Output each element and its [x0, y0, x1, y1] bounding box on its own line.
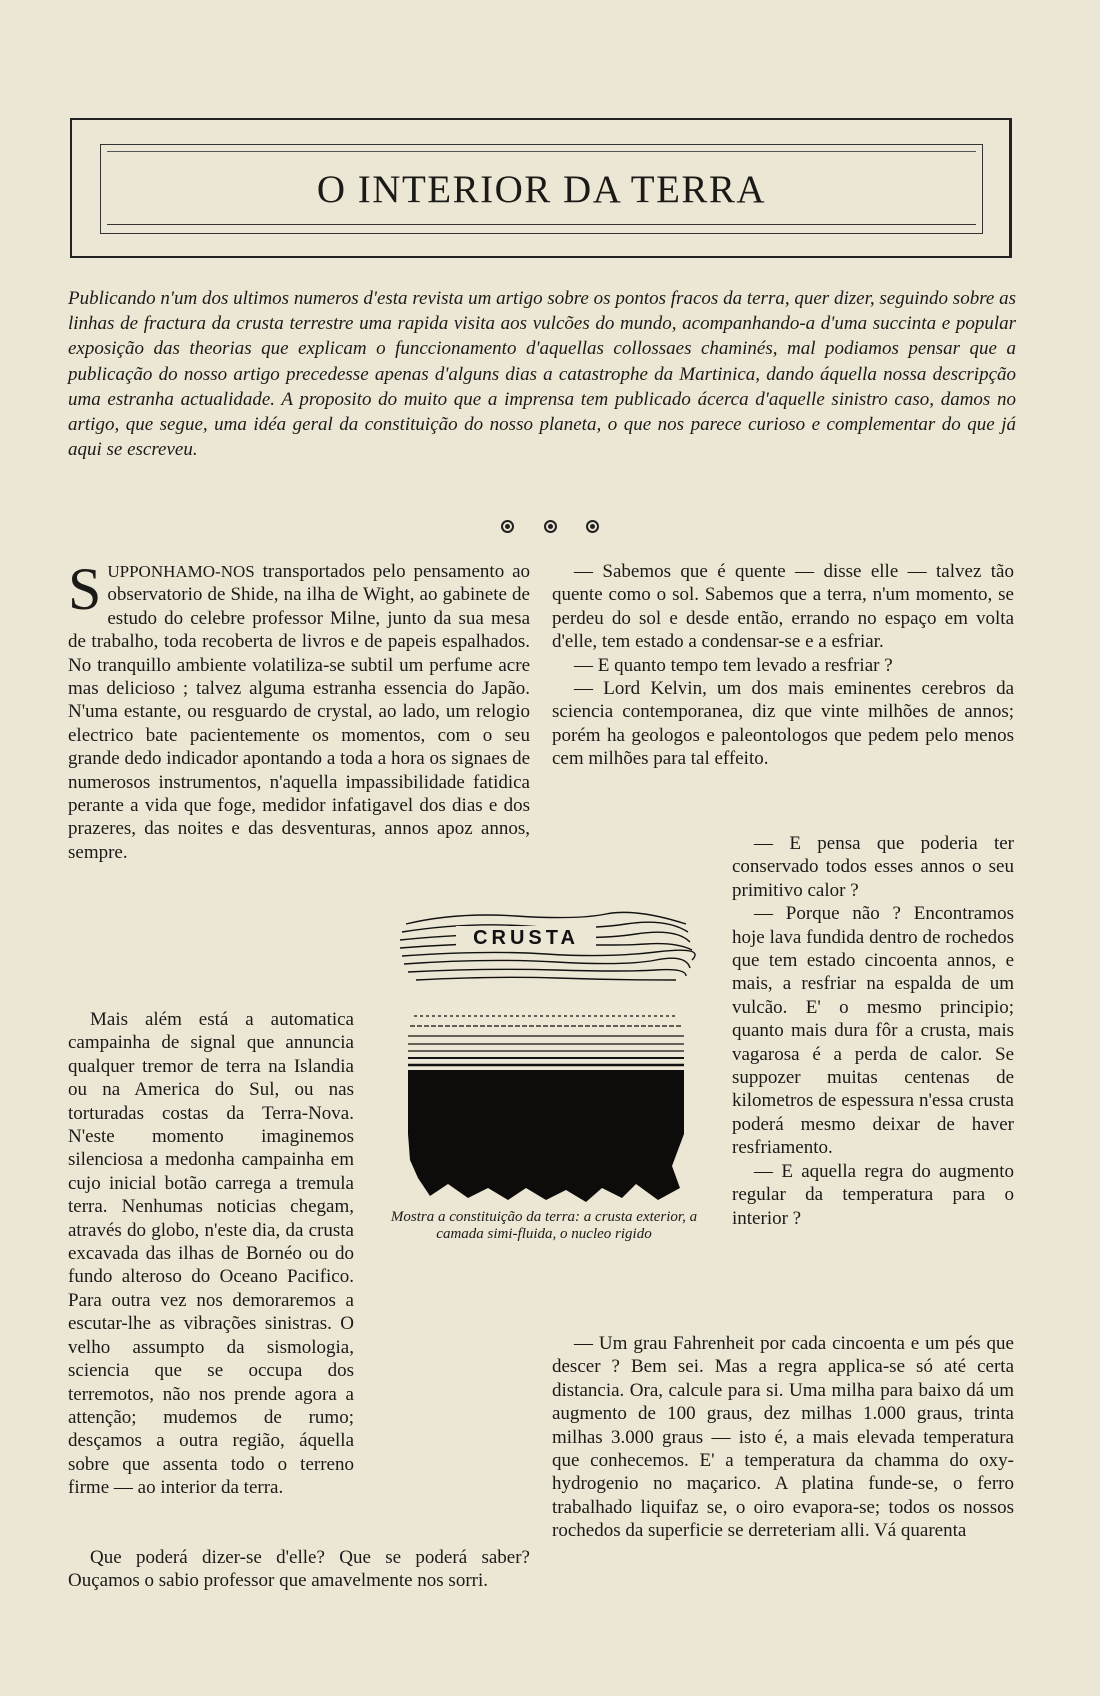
drop-cap: S: [68, 556, 102, 622]
left-column: [68, 556, 530, 864]
right-column: [552, 560, 1014, 771]
right-paragraph-2: — E quanto tempo tem levado a resfriar ?: [574, 654, 893, 676]
ornament-icon: [586, 520, 599, 533]
left-paragraph-1: [68, 556, 530, 864]
left-column-narrow: [68, 1008, 354, 1500]
left-paragraph-2: Mais além está a automatica campainha de signal que annuncia qualquer tremor de terra na Islandia ou na America do Sul, ou nas torturadas costas da Terra-Nova. N'este momento imaginemos silenciosa a medonha campainha em cujo inicial botão carrega a tremula terra. Nenhumas noticias chegam, através do globo, n'este dia, da crusta excavada das ilhas de Bornéo ou do fundo alteroso do Oceano Pacifico. Para outra vez nos demoraremos a escutar-lhe as vibrações sinistras. O velho assumpto da sismologia, sciencia que se occupa dos terremotos, não nos prende agora a attenção; mudemos de rumo; desçamos a outra região, áquella sobre que assenta todo o terreno firme — ao interior da terra.: [68, 1009, 354, 1499]
title-inner-frame: [100, 144, 983, 234]
right-paragraph-7: — Um grau Fahrenheit por cada cincoenta e um pés que descer ? Bem sei. Mas a regra applica-se só até certa distancia. Ora, calcule para si. Uma milha para baixo dá um augmento de 100 graus, dez milhas 1.000 graus, trinta milhas 3.000 graus — isto é, a mais elevada temperatura que conhecemos. E' a temperatura da chamma do oxy-hydrogenio no maçarico. A platina funde-se, o ferro trabalhado liquifaz se, o oiro evapora-se; todos os nossos rochedos da superficie se derreteriam alli. Vá quarenta: [552, 1333, 1014, 1542]
right-paragraph-4: — E pensa que poderia ter conservado todos esses annos o seu primitivo calor ?: [732, 833, 1014, 901]
ornament-icon: [501, 520, 514, 533]
right-paragraph-3: — Lord Kelvin, um dos mais eminentes cerebros da sciencia contemporanea, diz que vinte milhões de annos; porém ha geologos e paleontologos que pedem pelo menos cem milhões para tal effeito.: [552, 678, 1014, 770]
figure-caption: Mostra a constituição da terra: a crusta exterior, a camada simi-fluida, o nucleo rigido: [390, 1209, 698, 1242]
right-column-bottom: [552, 1332, 1014, 1543]
left-paragraph-3: Que poderá dizer-se d'elle? Que se poderá saber? Ouçamos o sabio professor que amavelmente nos sorri.: [68, 1547, 530, 1592]
left-p1-text: transportados pelo pensamento ao observatorio de Shide, na ilha de Wight, ao gabinete de estudo do celebre professor Milne, junto da sua mesa de trabalho, toda recoberta de livros e de papeis espalhados. No tranquillo ambiente volatiliza-se subtil um perfume acre mas delicioso ; talvez alguma estranha essencia do Japão. N'uma estante, ou resguardo de crystal, ao lado, um relogio electrico bate pacientemente os momentos, com o seu grande dedo indicador apontando a toda a hora os signaes de numerosos instrumentos, n'aquella impassibilidade fatidica perante a vida que foge, medidor infatigavel dos dias e dos prazeres, das noites e das desventuras, annos apoz annos, sempre.: [68, 561, 530, 863]
right-paragraph-1: — Sabemos que é quente — disse elle — talvez tão quente como o sol. Sabemos que a terra, n'um momento, se perdeu do sol e desde então, errando no espaço em volta d'elle, tem estado a condensar-se e a esfriar.: [552, 561, 1014, 653]
earth-structure-figure: [396, 898, 696, 1204]
intro-paragraph: Publicando n'um dos ultimos numeros d'esta revista um artigo sobre os pontos fracos da terra, quer dizer, seguindo sobre as linhas de fractura da crusta terrestre uma rapida visita aos vulcões do mundo, acompanhando-a d'uma succinta e popular exposição das theorias que explicam o funccionamento d'aquellas collossaes chaminés, mal podiamos pensar que a publicação do nosso artigo precedesse apenas d'alguns dias a catastrophe da Martinica, dando áquella nossa descripção uma estranha actualidade. A proposito do muito que a imprensa tem publicado ácerca d'aquelle sinistro caso, damos no artigo, que segue, uma idéa geral da constituição do nosso planeta, o que nos parece curioso e complementar do que já aqui se escreveu.: [68, 288, 1016, 461]
right-paragraph-6: — E aquella regra do augmento regular da temperatura para o interior ?: [732, 1160, 1014, 1229]
lead-word: UPPONHAMO-NOS: [107, 562, 255, 581]
article-title: O INTERIOR DA TERRA: [316, 168, 767, 211]
semi-fluid-layer: [408, 1016, 684, 1065]
ornament-icon: [544, 520, 557, 533]
right-column-narrow: [732, 832, 1014, 1230]
title-frame: [70, 118, 1012, 258]
section-ornaments: [0, 520, 1100, 538]
crust-label: CRUSTA: [473, 927, 579, 949]
rigid-core: [408, 1070, 684, 1202]
left-column-bottom: [68, 1546, 530, 1593]
right-paragraph-5: — Porque não ? Encontramos hoje lava fundida dentro de rochedos que tem estado cincoenta annos, e mais, a resfriar na espalda de um vulcão. E' o mesmo principio; quanto mais dura fôr a crusta, mais vagarosa é a perda de calor. Se suppozer muitas centenas de kilometros de espessura n'essa crusta poderá mesmo deixar de haver resfriamento.: [732, 903, 1014, 1159]
